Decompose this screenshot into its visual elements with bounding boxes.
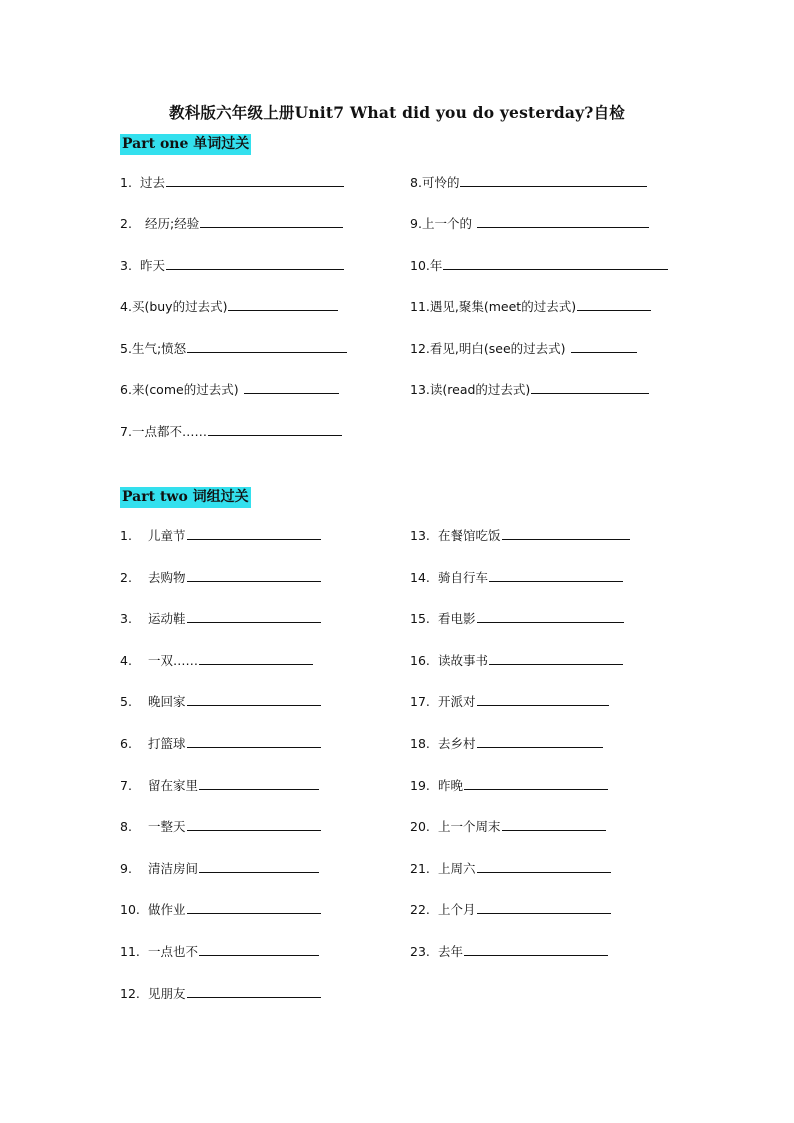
item-prompt: 看电影 [438,611,476,626]
phrase-item [410,526,630,544]
word-item [120,339,347,357]
page-title: 教科版六年级上册Unit7 What did you do yesterday?自检 [169,103,625,122]
item-number: 5. [120,341,132,356]
item-number: 17. [410,694,430,709]
answer-blank[interactable] [464,942,608,956]
item-prompt: 开派对 [438,694,476,709]
answer-blank[interactable] [187,339,347,353]
item-prompt: 去年 [438,944,464,959]
item-number: 1. [120,175,132,190]
answer-blank[interactable] [187,900,321,914]
part-two-heading: Part two 词组过关 [120,487,251,508]
phrase-item [410,859,611,877]
answer-blank[interactable] [502,526,630,540]
item-number: 6. [120,736,132,751]
answer-blank[interactable] [489,568,623,582]
phrase-item [120,651,313,669]
item-prompt: 上一个周末 [438,819,501,834]
item-prompt: 一双…… [148,653,199,668]
answer-blank[interactable] [477,734,603,748]
item-prompt: 见朋友 [148,986,186,1001]
item-number: 10. [410,258,430,273]
word-item [120,380,339,398]
item-number: 3. [120,258,132,273]
answer-blank[interactable] [208,422,342,436]
phrase-item [120,568,321,586]
phrase-item [410,651,623,669]
item-number: 5. [120,694,132,709]
phrase-item [120,859,319,877]
item-prompt: 买(buy的过去式) [131,299,228,314]
item-number: 4. [120,299,132,314]
item-number: 16. [410,653,430,668]
item-prompt: 清洁房间 [148,861,199,876]
answer-blank[interactable] [187,734,321,748]
phrase-item [410,817,606,835]
item-prompt: 遇见,聚集(meet的过去式) [429,299,577,314]
phrase-item [410,609,624,627]
item-number: 13. [410,382,430,397]
item-number: 12. [410,341,430,356]
answer-blank[interactable] [460,173,647,187]
phrase-item [120,734,321,752]
word-item [410,256,668,274]
word-item [120,173,344,191]
item-prompt: 生气;愤怒 [131,341,187,356]
phrase-item [410,776,608,794]
item-number: 2. [120,216,132,231]
phrase-item [120,609,321,627]
word-item [120,422,342,440]
item-prompt: 一整天 [148,819,186,834]
answer-blank[interactable] [244,380,339,394]
item-number: 21. [410,861,430,876]
item-prompt: 昨天 [140,258,166,273]
answer-blank[interactable] [199,651,313,665]
answer-blank[interactable] [187,526,321,540]
answer-blank[interactable] [477,692,609,706]
item-number: 4. [120,653,132,668]
word-item [410,380,649,398]
item-prompt: 晚回家 [148,694,186,709]
answer-blank[interactable] [187,692,321,706]
item-prompt: 骑自行车 [438,570,489,585]
answer-blank[interactable] [187,817,321,831]
phrase-item [120,692,321,710]
item-prompt: 过去 [140,175,166,190]
part-one-heading: Part one 单词过关 [120,134,251,155]
word-item [410,297,651,315]
answer-blank[interactable] [577,297,651,311]
answer-blank[interactable] [477,609,624,623]
word-item [120,297,338,315]
item-prompt: 上周六 [438,861,476,876]
item-number: 19. [410,778,430,793]
item-number: 2. [120,570,132,585]
item-number: 11. [120,944,140,959]
answer-blank[interactable] [464,776,608,790]
item-number: 11. [410,299,430,314]
item-number: 9. [120,861,132,876]
word-item [120,256,344,274]
word-item [120,214,343,232]
phrase-item [120,984,321,1002]
phrase-item [410,734,603,752]
item-prompt: 读故事书 [438,653,489,668]
item-prompt: 运动鞋 [148,611,186,626]
item-number: 6. [120,382,132,397]
item-number: 12. [120,986,140,1001]
phrase-item [120,900,321,918]
item-prompt: 在餐馆吃饭 [438,528,501,543]
item-number: 7. [120,778,132,793]
item-prompt: 可怜的 [421,175,460,190]
answer-blank[interactable] [187,609,321,623]
item-number: 14. [410,570,430,585]
answer-blank[interactable] [477,859,611,873]
answer-blank[interactable] [199,942,319,956]
item-prompt: 去购物 [148,570,186,585]
item-number: 18. [410,736,430,751]
item-prompt: 上一个的 [421,216,476,231]
answer-blank[interactable] [489,651,623,665]
item-prompt: 年 [429,258,443,273]
item-prompt: 来(come的过去式) [131,382,243,397]
answer-blank[interactable] [228,297,338,311]
item-number: 7. [120,424,132,439]
item-number: 22. [410,902,430,917]
answer-blank[interactable] [199,776,319,790]
answer-blank[interactable] [166,173,344,187]
item-prompt: 儿童节 [148,528,186,543]
item-number: 10. [120,902,140,917]
item-prompt: 读(read的过去式) [429,382,531,397]
answer-blank[interactable] [443,256,668,270]
answer-blank[interactable] [187,984,321,998]
answer-blank[interactable] [502,817,606,831]
answer-blank[interactable] [531,380,649,394]
answer-blank[interactable] [571,339,637,353]
item-prompt: 上个月 [438,902,476,917]
item-number: 1. [120,528,132,543]
item-number: 15. [410,611,430,626]
word-item [410,339,637,357]
phrase-item [410,692,609,710]
item-prompt: 一点都不…… [131,424,207,439]
item-prompt: 做作业 [148,902,186,917]
phrase-item [410,942,608,960]
answer-blank[interactable] [199,859,319,873]
item-number: 8. [410,175,422,190]
item-prompt: 昨晚 [438,778,464,793]
answer-blank[interactable] [477,214,649,228]
phrase-item [120,942,319,960]
item-number: 13. [410,528,430,543]
item-number: 20. [410,819,430,834]
item-number: 23. [410,944,430,959]
answer-blank[interactable] [200,214,343,228]
answer-blank[interactable] [477,900,611,914]
item-prompt: 看见,明白(see的过去式) [429,341,570,356]
item-number: 9. [410,216,422,231]
answer-blank[interactable] [166,256,344,270]
item-prompt: 去乡村 [438,736,476,751]
item-prompt: 留在家里 [148,778,199,793]
word-item [410,214,649,232]
phrase-item [120,526,321,544]
item-prompt: 一点也不 [148,944,199,959]
item-prompt: 打篮球 [148,736,186,751]
phrase-item [120,776,319,794]
item-number: 8. [120,819,132,834]
phrase-item [120,817,321,835]
word-item [410,173,647,191]
phrase-item [410,568,623,586]
item-prompt: 经历;经验 [145,216,200,231]
item-number: 3. [120,611,132,626]
phrase-item [410,900,611,918]
answer-blank[interactable] [187,568,321,582]
